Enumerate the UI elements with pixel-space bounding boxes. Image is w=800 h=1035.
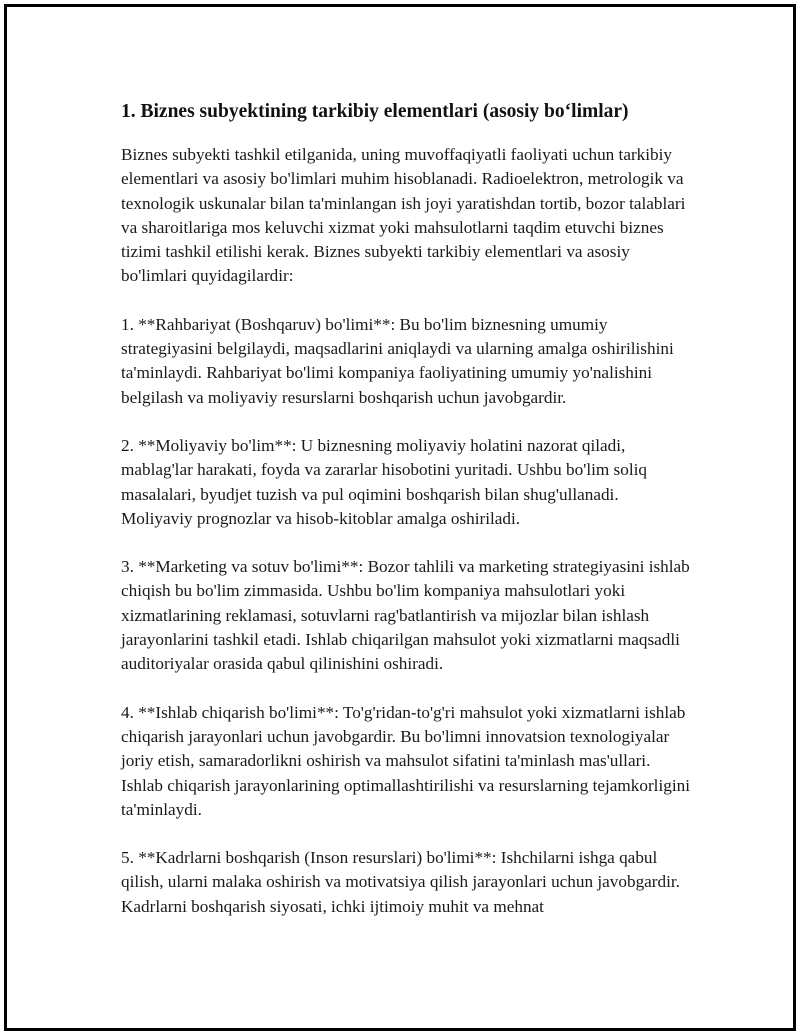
paragraph-management: 1. **Rahbariyat (Boshqaruv) bo'limi**: Bu bo'lim biznesning umumiy strategiyasini belgilaydi, maqsadlarini aniqlaydi va ularning amalga oshirilishini ta'minlaydi. Rahbariyat bo'limi kompaniya faoliyatining umumiy yo'nalishini belgilash va moliyaviy resurslarni boshqarish uchun javobgardir. (121, 314, 674, 407)
paragraph-finance: 2. **Moliyaviy bo'lim**: U biznesning moliyaviy holatini nazorat qiladi, mablag'lar harakati, foyda va zararlar hisobotini yuritadi. Ushbu bo'lim soliq masalalari, byudjet tuzish va pul oqimini boshqarish bilan shug'ullanadi. Moliyaviy prognozlar va hisob-kitoblar amalga oshiriladi. (121, 435, 647, 528)
page-frame (4, 4, 796, 1031)
document-body (121, 99, 693, 943)
paragraph-marketing: 3. **Marketing va sotuv bo'limi**: Bozor tahlili va marketing strategiyasini ishlab chiqish bu bo'lim zimmasida. Ushbu bo'lim kompaniya mahsulotlari yoki xizmatlarining reklamasi, sotuvlarni rag'batlantirish va mijozlar bilan ishlash jarayonlarini tashkil etadi. Ishlab chiqarilgan mahsulot yoki xizmatlarni maqsadli auditoriyalar orasida qabul qilinishini oshiradi. (121, 557, 690, 674)
paragraph-hr: 5. **Kadrlarni boshqarish (Inson resurslari) bo'limi**: Ishchilarni ishga qabul qilish, ularni malaka oshirish va motivatsiya qilish jarayonlari uchun javobgardir. Kadrlarni boshqarish siyosati, ichki ijtimoiy muhit va mehnat (121, 848, 680, 916)
paragraph-production: 4. **Ishlab chiqarish bo'limi**: To'g'ridan-to'g'ri mahsulot yoki xizmatlarni ishlab chiqarish jarayonlari uchun javobgardir. Bu bo'limni innovatsion texnologiyalar joriy etish, samaradorlikni oshirish va mahsulot sifatini ta'minlash mas'ullari. Ishlab chiqarish jarayonlarining optimallashtirilishi va resurslarning tejamkorligini ta'minlaydi. (121, 702, 690, 819)
section-heading: 1. Biznes subyektining tarkibiy elementlari (asosiy boʻlimlar) (121, 101, 629, 122)
intro-paragraph: Biznes subyekti tashkil etilganida, uning muvoffaqiyatli faoliyati uchun tarkibiy elementlari va asosiy bo'limlari muhim hisoblanadi. Radioelektron, metrologik va texnologik uskunalar bilan ta'minlangan ish joyi yaratishdan tortib, bozor talablari va sharoitlariga mos keluvchi xizmat yoki mahsulotlarni taqdim etuvchi biznes tizimi tashkil etilishi kerak. Biznes subyekti tarkibiy elementlari va asosiy bo'limlari quyidagilardir: (121, 145, 686, 286)
